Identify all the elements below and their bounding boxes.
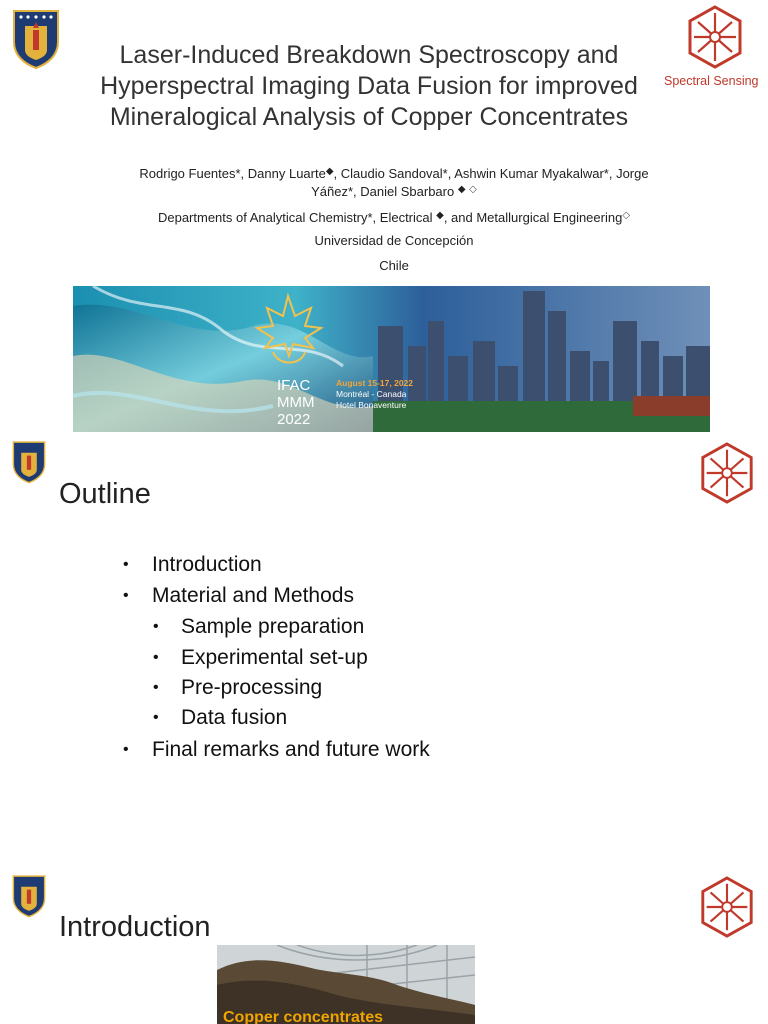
brand-label: Spectral Sensing (664, 74, 759, 88)
outline-item: Material and Methods (152, 584, 354, 607)
bullet: • (153, 679, 159, 696)
spectral-sensing-logo-icon (697, 874, 757, 940)
copper-concentrate-photo (217, 945, 475, 1024)
country-line: Chile (379, 258, 409, 273)
outline-item: Final remarks and future work (152, 738, 430, 761)
outline-subitem: Data fusion (181, 706, 288, 729)
bullet: • (123, 741, 129, 758)
authors-text: Yáñez*, Daniel Sbarbaro (311, 184, 458, 199)
departments-text: Departments of Analytical Chemistry*, Electrical (157, 210, 437, 225)
outline-subitem: Experimental set-up (181, 646, 368, 669)
title-line: Hyperspectral Imaging Data Fusion for improved (100, 72, 638, 100)
bullet: • (123, 556, 129, 573)
spectral-sensing-logo-icon (697, 440, 757, 506)
slide-title: Introduction (59, 911, 211, 943)
banner-location: Montréal - Canada (336, 389, 407, 399)
spectral-sensing-logo-icon (684, 4, 746, 70)
authors-line (100, 181, 688, 201)
affiliation-mark: ◆ (457, 184, 466, 195)
banner-event2: MMM (277, 394, 315, 411)
photo-caption: Copper concentrates (223, 1009, 384, 1024)
bullet: • (123, 587, 129, 604)
bullet: • (153, 649, 159, 666)
banner-venue: Hotel Bonaventure (336, 400, 407, 410)
affiliation-mark: ◆ (325, 166, 334, 177)
authors-line (100, 163, 688, 183)
authors-text: , Claudio Sandoval*, Ashwin Kumar Myakalwar*, Jorge (333, 166, 649, 181)
affiliation-mark: ◆ (436, 210, 444, 221)
university-line: Universidad de Concepción (314, 233, 474, 248)
bullet: • (153, 709, 159, 726)
departments-line (100, 207, 688, 227)
departments-text: , and Metallurgical Engineering (443, 210, 623, 225)
affiliation-mark: ◇ (622, 210, 631, 221)
banner-event: IFAC (277, 377, 311, 394)
bullet: • (153, 618, 159, 635)
outline-item: Introduction (152, 553, 262, 576)
banner-year: 2022 (277, 411, 311, 428)
outline-slide (0, 440, 768, 860)
banner-dates: August 15-17, 2022 (336, 378, 414, 388)
title-slide (0, 0, 768, 440)
university-crest-icon (11, 874, 47, 918)
university-crest-icon (11, 440, 47, 484)
title-line: Mineralogical Analysis of Copper Concentrates (109, 103, 629, 131)
affiliation-mark: ◇ (469, 184, 477, 195)
authors-text: Rodrigo Fuentes*, Danny Luarte (139, 166, 326, 181)
outline-subitem: Sample preparation (181, 615, 365, 638)
conference-banner-image (73, 286, 710, 432)
outline-subitem: Pre-processing (181, 676, 323, 699)
title-line: Laser-Induced Breakdown Spectroscopy and (119, 41, 619, 69)
slide-title: Outline (59, 478, 151, 510)
university-crest-icon (11, 8, 61, 70)
presentation-title (80, 40, 658, 133)
